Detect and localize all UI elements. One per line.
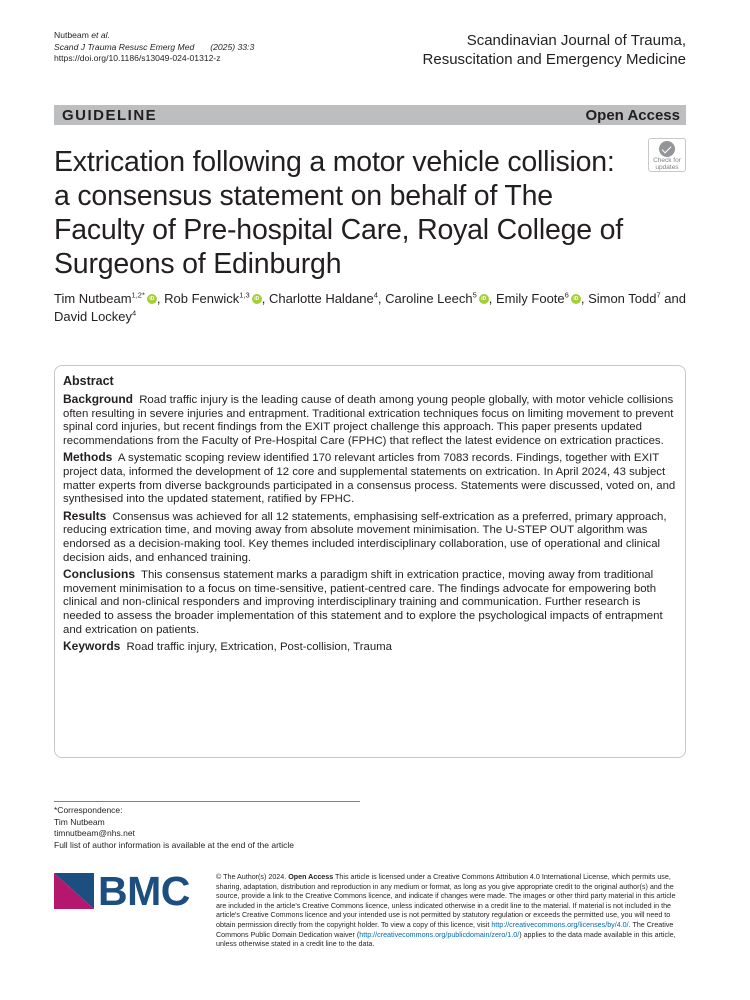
correspondence-email[interactable]: timnutbeam@nhs.net [54, 828, 135, 838]
author-name: Caroline Leech [385, 291, 473, 306]
citation-authors: Nutbeam et al. [54, 30, 110, 40]
cc-by-link[interactable]: http://creativecommons.org/licenses/by/4.0/ [491, 920, 629, 929]
author-list: Tim Nutbeam$^{1,2*}$iD , Rob Fenwick$^{1,3}$iD , Charlotte Haldane$^4$, Caroline Leech$^5$iD , Emily Foote$^6$iD , Simon Todd$^7$ and David Lockey$^4$ [54, 290, 689, 326]
license-statement: © The Author(s) 2024. Open Access This article is licensed under a Creative Commons Attribution 4.0 International License, which permits use, sharing, adaptation, distribution and reproduction in any medium or format, as long as you give appropriate credit to the original author(s) and the source, provide a link to the Creative Commons licence, and indicate if changes were made. The images or other third party material in this article are included in the article's Creative Commons licence, unless indicated otherwise in a credit line to the material. If material is not included in the article's Creative Commons licence and your intended use is not permitted by statutory regulation or exceeds the permitted use, you will need to obtain permission directly from the copyright holder. To view a copy of this licence, visit http://creativecommons.org/licenses/by/4.0/. The Creative Commons Public Domain Dedication waiver (http://creativecommons.org/publicdomain/zero/1.0/) applies to the data made available in this article, unless otherwise stated in a credit line to the data. [216, 873, 676, 949]
author-affiliation: 1,2* [131, 290, 145, 300]
author-affiliation: 6 [564, 290, 569, 300]
article-type: GUIDELINE [62, 106, 158, 124]
footnote-divider [54, 801, 360, 802]
article-title: Extrication following a motor vehicle collision: a consensus statement on behalf of The Faculty of Pre-hospital Care, Royal College of Surgeons of Edinburgh [54, 146, 623, 280]
abstract-methods: Methods A systematic scoping review identified 170 relevant articles from 7083 records. Findings, together with EXIT project data, informed the development of 12 core and supplemental statements on extrication. In April 2024, 43 subject matter experts from diverse backgrounds participated in a consensus process. Statements were discussed, voted on, and synthesised into the updated statement, ratified by FPHC. [63, 450, 676, 506]
bmc-logo-mark-icon [54, 873, 94, 909]
author-name: Rob Fenwick [164, 291, 240, 306]
author-affiliation: 4 [132, 308, 137, 318]
correspondence-block: *Correspondence: Tim Nutbeam timnutbeam@nhs.net Full list of author information is available at the end of the article [54, 805, 295, 850]
bmc-logo [54, 868, 204, 914]
orcid-icon[interactable] [479, 294, 489, 304]
orcid-icon[interactable] [147, 294, 157, 304]
author-name: Emily Foote [496, 291, 565, 306]
abstract-background: Background Road traffic injury is the leading cause of death among young people globally, with motor vehicle collisions often resulting in severe injuries and entrapment. Traditional extrication techniques focus on limiting movement to prevent spinal cord injuries, but recent findings from the EXIT project challenge this approach. This paper presents updated recommendations from the Faculty of Pre-Hospital Care (FPHC) that reflect the latest evidence on extrication practices. [63, 392, 674, 447]
author-name: Simon Todd [588, 291, 657, 306]
author-name: Charlotte Haldane [268, 291, 374, 306]
citation-doi[interactable]: https://doi.org/10.1186/s13049-024-01312-z [54, 53, 221, 63]
article-type-banner [54, 105, 686, 125]
orcid-icon[interactable] [571, 294, 581, 304]
author-affiliation: 7 [656, 290, 661, 300]
author-affiliation: 4 [373, 290, 378, 300]
journal-name: Scandinavian Journal of Trauma, Resuscitation and Emergency Medicine [422, 32, 686, 68]
orcid-icon[interactable] [252, 294, 262, 304]
abstract-conclusions: Conclusions This consensus statement marks a paradigm shift in extrication practice, moving away from traditional movement minimisation to a focus on time-sensitive, patient-centred care. The findings advocate for empowering both clinical and non-clinical responders and improving interdisciplinary training and communication. Further research is needed to assess the broader implementation of this statement and to explore the psychological impacts of entrapment and extrication on patients. [63, 567, 663, 636]
bmc-logo-text: BMC [98, 868, 190, 914]
check-for-updates-badge[interactable]: Check for updates [648, 138, 686, 172]
author-affiliation: 1,3 [239, 290, 250, 300]
abstract-heading: Abstract [63, 374, 114, 388]
abstract-keywords: Keywords Road traffic injury, Extrication, Post-collision, Trauma [63, 639, 392, 654]
open-access-label: Open Access [585, 106, 680, 124]
cc0-link[interactable]: http://creativecommons.org/publicdomain/zero/1.0/ [359, 930, 520, 939]
abstract-box [54, 365, 686, 758]
check-updates-icon [659, 141, 675, 157]
author-name: David Lockey [54, 309, 133, 324]
author-affiliation: 5 [472, 290, 477, 300]
author-name: Tim Nutbeam [54, 291, 132, 306]
citation-journal-volume: Scand J Trauma Resusc Emerg Med (2025) 33:3 [54, 41, 255, 52]
abstract-results: Results Consensus was achieved for all 12 statements, emphasising self-extrication as a preferred, primary approach, reducing extrication time, and moving away from absolute movement minimisation. The U-STEP OUT algorithm was endorsed as a decision-making tool. Key themes included interdisciplinary collaboration, use of operational and clinical decision aids, and enhanced training. [63, 508, 667, 564]
citation-block [54, 30, 254, 65]
